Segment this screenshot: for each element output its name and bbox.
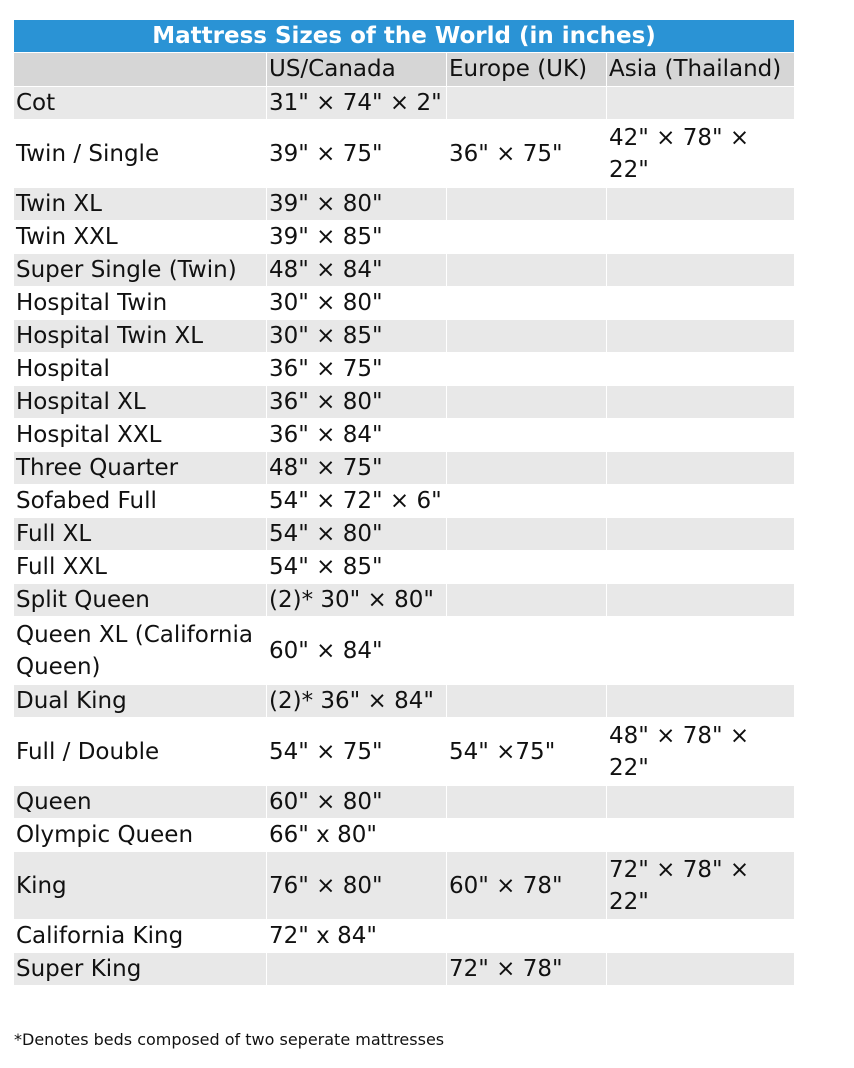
table-row <box>14 386 794 419</box>
cell-europe-uk <box>447 221 607 254</box>
cell-europe-uk <box>447 254 607 287</box>
cell-size-name: Hospital Twin <box>14 287 267 320</box>
cell-asia-thailand <box>607 320 794 353</box>
cell-us-canada: 36" × 80" <box>267 386 447 419</box>
cell-us-canada: 66" x 80" <box>267 819 447 852</box>
cell-size-name: Twin XXL <box>14 221 267 254</box>
cell-europe-uk: 60" × 78" <box>447 852 607 920</box>
cell-us-canada: 54" × 85" <box>267 551 447 584</box>
table-row <box>14 419 794 452</box>
table-row <box>14 485 794 518</box>
cell-size-name: Twin / Single <box>14 120 267 188</box>
cell-asia-thailand <box>607 419 794 452</box>
cell-asia-thailand <box>607 920 794 953</box>
cell-europe-uk <box>447 819 607 852</box>
cell-size-name: Three Quarter <box>14 452 267 485</box>
table-row <box>14 617 794 685</box>
cell-europe-uk: 54" ×75" <box>447 718 607 786</box>
table-row <box>14 718 794 786</box>
cell-asia-thailand <box>607 551 794 584</box>
cell-europe-uk <box>447 188 607 221</box>
table-row <box>14 786 794 819</box>
cell-us-canada: 30" × 80" <box>267 287 447 320</box>
cell-size-name: Twin XL <box>14 188 267 221</box>
cell-asia-thailand: 72" × 78" × 22" <box>607 852 794 920</box>
cell-us-canada: 72" x 84" <box>267 920 447 953</box>
cell-size-name: Full XXL <box>14 551 267 584</box>
header-size-name <box>14 53 267 87</box>
cell-us-canada: 36" × 75" <box>267 353 447 386</box>
cell-europe-uk <box>447 386 607 419</box>
cell-asia-thailand <box>607 518 794 551</box>
cell-asia-thailand <box>607 584 794 617</box>
cell-us-canada: 54" × 75" <box>267 718 447 786</box>
header-europe-uk: Europe (UK) <box>447 53 607 87</box>
cell-us-canada: (2)* 36" × 84" <box>267 685 447 718</box>
cell-europe-uk <box>447 419 607 452</box>
table-title-row <box>14 20 794 53</box>
cell-us-canada: 39" × 85" <box>267 221 447 254</box>
table-row <box>14 953 794 986</box>
cell-us-canada: 36" × 84" <box>267 419 447 452</box>
cell-asia-thailand <box>607 485 794 518</box>
cell-size-name: Queen XL (California Queen) <box>14 617 267 685</box>
cell-size-name: Dual King <box>14 685 267 718</box>
cell-asia-thailand <box>607 819 794 852</box>
cell-asia-thailand <box>607 685 794 718</box>
cell-asia-thailand <box>607 287 794 320</box>
cell-asia-thailand <box>607 87 794 120</box>
cell-europe-uk <box>447 287 607 320</box>
cell-us-canada: 31" × 74" × 2" <box>267 87 447 120</box>
table-row <box>14 551 794 584</box>
cell-asia-thailand <box>607 786 794 819</box>
cell-us-canada <box>267 953 447 986</box>
table-row <box>14 452 794 485</box>
cell-us-canada: 39" × 75" <box>267 120 447 188</box>
cell-asia-thailand <box>607 617 794 685</box>
cell-us-canada: 54" × 80" <box>267 518 447 551</box>
cell-asia-thailand: 42" × 78" × 22" <box>607 120 794 188</box>
cell-europe-uk <box>447 786 607 819</box>
cell-us-canada: 60" × 84" <box>267 617 447 685</box>
table-row <box>14 320 794 353</box>
cell-us-canada: 48" × 75" <box>267 452 447 485</box>
cell-size-name: Super Single (Twin) <box>14 254 267 287</box>
table-row <box>14 254 794 287</box>
table-row <box>14 518 794 551</box>
header-asia-thailand: Asia (Thailand) <box>607 53 794 87</box>
cell-asia-thailand <box>607 386 794 419</box>
cell-us-canada: 54" × 72" × 6" <box>267 485 447 518</box>
cell-asia-thailand <box>607 353 794 386</box>
cell-europe-uk: 72" × 78" <box>447 953 607 986</box>
cell-asia-thailand: 48" × 78" × 22" <box>607 718 794 786</box>
cell-size-name: King <box>14 852 267 920</box>
cell-europe-uk: 36" × 75" <box>447 120 607 188</box>
cell-size-name: Hospital Twin XL <box>14 320 267 353</box>
cell-europe-uk <box>447 353 607 386</box>
cell-size-name: Full / Double <box>14 718 267 786</box>
table-row <box>14 120 794 188</box>
cell-asia-thailand <box>607 188 794 221</box>
cell-us-canada: 76" × 80" <box>267 852 447 920</box>
cell-europe-uk <box>447 87 607 120</box>
header-us-canada: US/Canada <box>267 53 447 87</box>
cell-asia-thailand <box>607 221 794 254</box>
footnote: *Denotes beds composed of two seperate mattresses <box>14 1030 445 1049</box>
cell-size-name: Hospital XL <box>14 386 267 419</box>
cell-europe-uk <box>447 685 607 718</box>
table-row <box>14 353 794 386</box>
cell-size-name: Hospital <box>14 353 267 386</box>
cell-size-name: Sofabed Full <box>14 485 267 518</box>
table-row <box>14 685 794 718</box>
mattress-size-table-container <box>14 20 794 986</box>
table-row <box>14 584 794 617</box>
table-row <box>14 87 794 120</box>
cell-size-name: Split Queen <box>14 584 267 617</box>
cell-europe-uk <box>447 452 607 485</box>
table-row <box>14 920 794 953</box>
table-row <box>14 188 794 221</box>
table-row <box>14 819 794 852</box>
table-row <box>14 287 794 320</box>
cell-size-name: Cot <box>14 87 267 120</box>
cell-size-name: Olympic Queen <box>14 819 267 852</box>
table-title: Mattress Sizes of the World (in inches) <box>14 20 794 53</box>
cell-size-name: California King <box>14 920 267 953</box>
cell-size-name: Queen <box>14 786 267 819</box>
cell-europe-uk <box>447 485 607 518</box>
cell-asia-thailand <box>607 254 794 287</box>
cell-europe-uk <box>447 617 607 685</box>
mattress-size-table <box>14 20 794 986</box>
cell-size-name: Hospital XXL <box>14 419 267 452</box>
cell-asia-thailand <box>607 953 794 986</box>
table-body <box>14 87 794 986</box>
cell-europe-uk <box>447 584 607 617</box>
cell-size-name: Full XL <box>14 518 267 551</box>
cell-europe-uk <box>447 551 607 584</box>
table-header-row <box>14 53 794 87</box>
cell-us-canada: 48" × 84" <box>267 254 447 287</box>
cell-us-canada: 39" × 80" <box>267 188 447 221</box>
cell-size-name: Super King <box>14 953 267 986</box>
table-row <box>14 852 794 920</box>
cell-europe-uk <box>447 518 607 551</box>
cell-europe-uk <box>447 320 607 353</box>
cell-us-canada: 30" × 85" <box>267 320 447 353</box>
cell-europe-uk <box>447 920 607 953</box>
cell-asia-thailand <box>607 452 794 485</box>
table-row <box>14 221 794 254</box>
cell-us-canada: 60" × 80" <box>267 786 447 819</box>
cell-us-canada: (2)* 30" × 80" <box>267 584 447 617</box>
